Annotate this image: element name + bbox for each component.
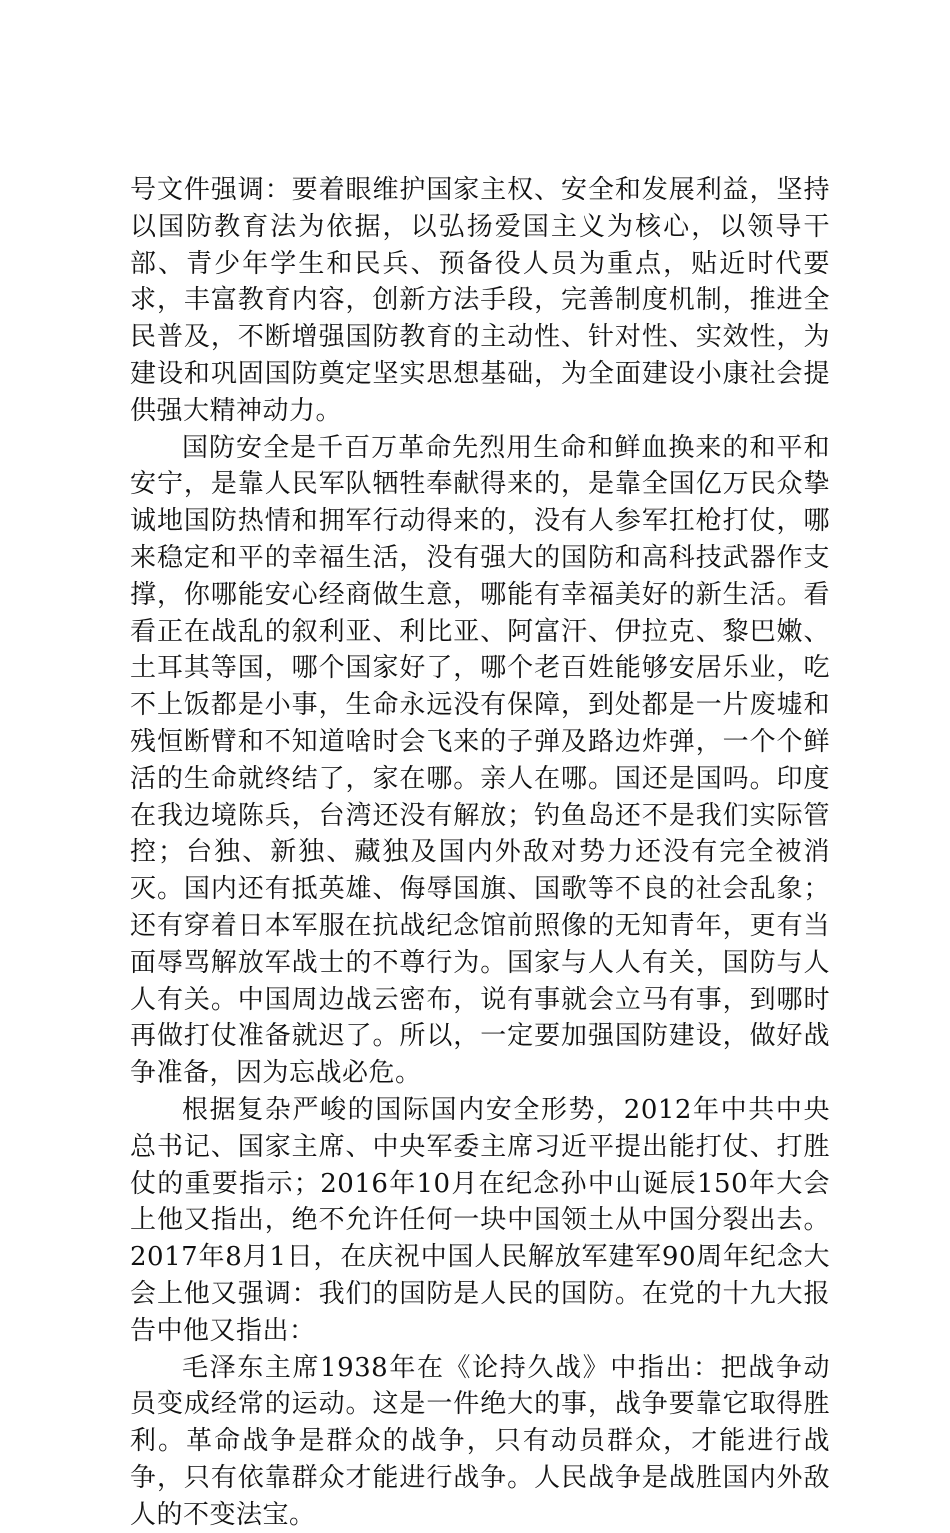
document-body xyxy=(130,172,830,1533)
paragraph-security-situation: 根据复杂严峻的国际国内安全形势，2012年中共中央总书记、国家主席、中央军委主席习近平提出能打仗、打胜仗的重要指示；2016年10月在纪念孙中山诞辰150年大会上他又指出，绝不允许任何一块中国领土从中国分裂出去。2017年8月1日，在庆祝中国人民解放军建军90周年纪念大会上他又强调：我们的国防是人民的国防。在党的十九大报告中他又指出： xyxy=(130,1092,830,1350)
paragraph-continuation: 号文件强调：要着眼维护国家主权、安全和发展利益，坚持以国防教育法为依据，以弘扬爱国主义为核心，以领导干部、青少年学生和民兵、预备役人员为重点，贴近时代要求，丰富教育内容，创新方法手段，完善制度机制，推进全民普及，不断增强国防教育的主动性、针对性、实效性，为建设和巩固国防奠定坚实思想基础，为全面建设小康社会提供强大精神动力。 xyxy=(130,172,830,430)
paragraph-national-defense-security: 国防安全是千百万革命先烈用生命和鲜血换来的和平和安宁，是靠人民军队牺牲奉献得来的，是靠全国亿万民众挚诚地国防热情和拥军行动得来的，没有人参军扛枪打仗，哪来稳定和平的幸福生活，没有强大的国防和高科技武器作支撑，你哪能安心经商做生意，哪能有幸福美好的新生活。看看正在战乱的叙利亚、利比亚、阿富汗、伊拉克、黎巴嫩、土耳其等国，哪个国家好了，哪个老百姓能够安居乐业，吃不上饭都是小事，生命永远没有保障，到处都是一片废墟和残恒断臂和不知道啥时会飞来的子弹及路边炸弹，一个个鲜活的生命就终结了，家在哪。亲人在哪。国还是国吗。印度在我边境陈兵，台湾还没有解放；钓鱼岛还不是我们实际管控；台独、新独、藏独及国内外敌对势力还没有完全被消灭。国内还有抵英雄、侮辱国旗、国歌等不良的社会乱象；还有穿着日本军服在抗战纪念馆前照像的无知青年，更有当面辱骂解放军战士的不尊行为。国家与人人有关，国防与人人有关。中国周边战云密布，说有事就会立马有事，到哪时再做打仗准备就迟了。所以，一定要加强国防建设，做好战争准备，因为忘战必危。 xyxy=(130,430,830,1092)
paragraph-mao-protracted-war: 毛泽东主席1938年在《论持久战》中指出：把战争动员变成经常的运动。这是一件绝大的事，战争要靠它取得胜利。革命战争是群众的战争，只有动员群众，才能进行战争，只有依靠群众才能进行战争。人民战争是战胜国内外敌人的不变法宝。 xyxy=(130,1350,830,1533)
